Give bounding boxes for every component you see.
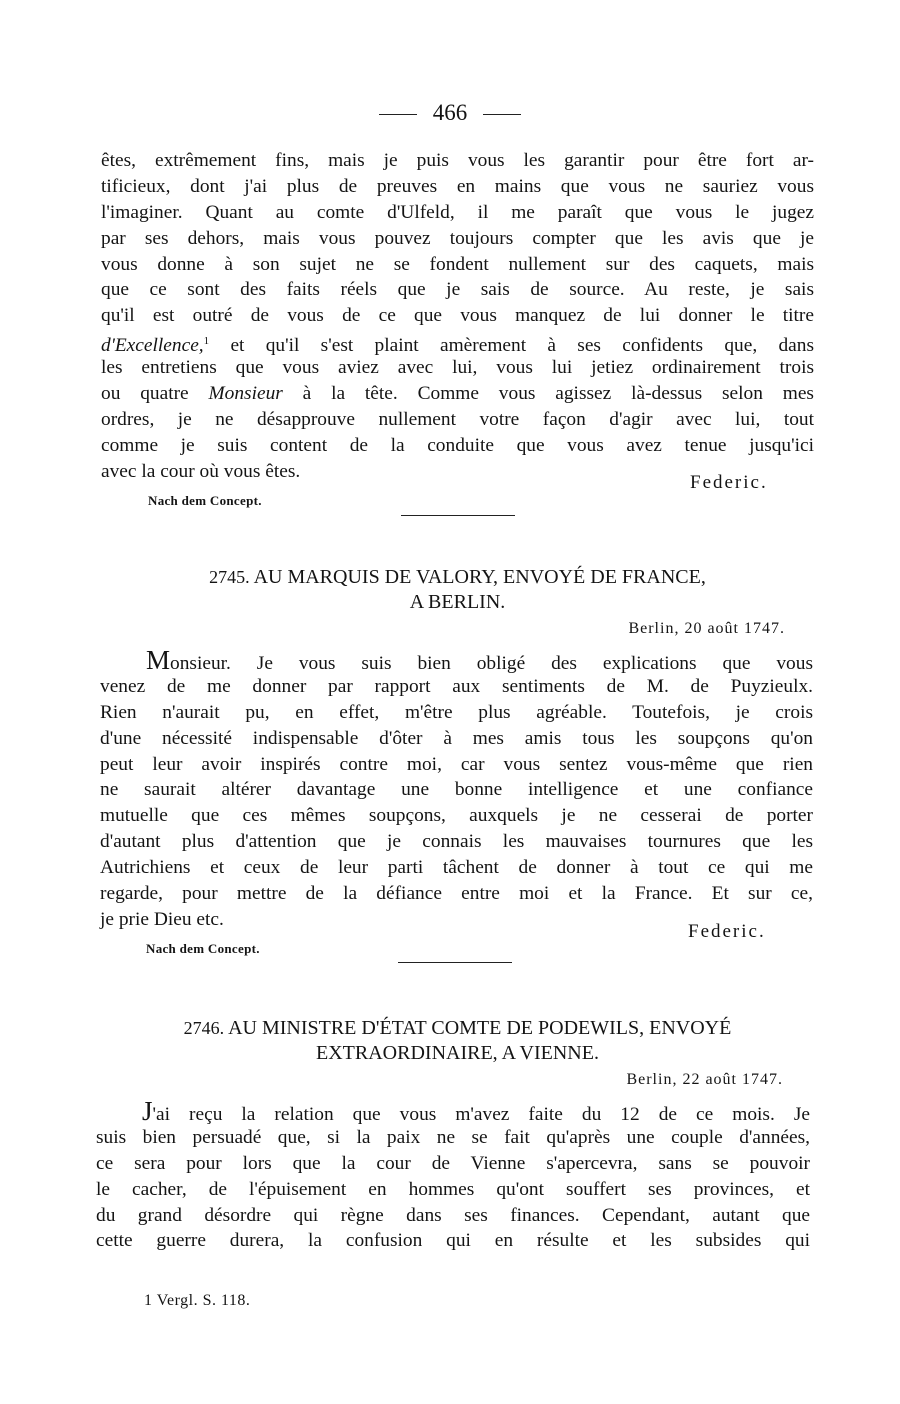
text-line [100,645,813,675]
signature-federic: Federic. [688,921,766,942]
drop-cap: M [146,645,171,675]
text-line: Autrichiens et ceux de leur parti tâchent de donner à tout ce qui me [100,857,813,879]
text-line: vous donne à son sujet ne se fondent nullement sur des caquets, mais [101,253,814,275]
header-dash-right [483,114,521,115]
italic-monsieur: Monsieur [208,383,283,405]
text-fragment: à la tête. Comme vous agissez là-dessus selon mes [302,383,814,405]
text-line: par ses dehors, mais vous pouvez toujours compter que les avis que je [101,227,814,249]
heading-line [101,565,814,590]
text-line [96,1096,810,1126]
text-line: êtes, extrêmement fins, mais je puis vous les garantir pour être fort ar- [101,150,814,171]
page-number: 466 [432,100,468,125]
drop-cap: J [142,1096,153,1126]
letter-number: 2746. [183,1018,225,1038]
text-line: le cacher, de l'épuisement en hommes qu'ont souffert ses provinces, et [96,1178,810,1200]
section-divider [398,962,512,963]
text-line: les entretiens que vous aviez avec lui, vous lui jetiez ordinairement trois [101,357,814,379]
text-line: cette guerre durera, la confusion qui en résulte et les subsides qui [96,1230,810,1252]
heading-text: AU MINISTRE D'ÉTAT COMTE DE PODEWILS, ENVOYÉ [228,1017,732,1039]
footnote-reference: 1 [203,335,210,348]
letter-2746-heading [101,1016,814,1066]
footnote [144,1292,250,1310]
letter-2746-text [96,1096,810,1254]
text-fragment: onsieur. Je vous suis bien obligé des explications que vous [170,653,813,674]
text-line: l'imaginer. Quant au comte d'Ulfeld, il me paraît que vous le jugez [101,201,814,223]
text-line: je prie Dieu etc. [100,908,224,930]
text-line: peut leur avoir inspirés contre moi, car vous sentez vous-même que rien [100,753,813,775]
footnote-mark: 1 [144,1292,153,1309]
italic-excellence: d'Excellence, [101,335,204,357]
text-line: que ce sont des faits réels que je sais de source. Au reste, je sais [101,279,814,301]
source-note: Nach dem Concept. [148,493,262,508]
letter-2746-dateline: Berlin, 22 août 1747. [626,1071,783,1088]
letter-2745-dateline: Berlin, 20 août 1747. [628,620,785,637]
source-note: Nach dem Concept. [146,941,260,956]
heading-line: A BERLIN. [409,591,506,613]
text-line: Rien n'aurait pu, en effet, m'être plus agréable. Toutefois, je crois [100,701,813,723]
continued-letter-text [101,148,814,485]
heading-text: AU MARQUIS DE VALORY, ENVOYÉ DE FRANCE, [253,566,706,588]
footnote-text: Vergl. S. 118. [156,1292,251,1309]
text-line [101,329,814,355]
section-divider [401,515,515,516]
text-line: ne saurait altérer davantage une bonne intelligence et une confiance [100,779,813,801]
text-fragment: 'ai reçu la relation que vous m'avez faite du 12 de ce mois. Je [152,1104,810,1125]
text-line: mutuelle que ces mêmes soupçons, auxquels je ne cesserai de porter [100,805,813,827]
page-header [0,100,900,126]
heading-line [101,1016,814,1041]
heading-line: EXTRAORDINAIRE, A VIENNE. [316,1042,599,1064]
text-line: suis bien persuadé que, si la paix ne se fait qu'après une couple d'années, [96,1126,810,1148]
letter-number: 2745. [209,567,250,587]
text-line [101,381,814,407]
signature-federic: Federic. [690,472,768,493]
header-dash-left [379,114,417,115]
text-line: d'une nécessité indispensable d'ôter à mes amis tous les soupçons qu'on [100,727,813,749]
letter-2745-heading [101,565,814,615]
text-line: ordres, je ne désapprouve nullement votre façon d'agir avec lui, tout [101,408,814,430]
text-line: venez de me donner par rapport aux sentiments de M. de Puyzieulx. [100,675,813,697]
text-line: qu'il est outré de vous de ce que vous manquez de lui donner le titre [101,305,814,327]
text-line: comme je suis content de la conduite que vous avez tenue jusqu'ici [101,434,814,456]
text-fragment: et qu'il s'est plaint amèrement à ses confidents que, dans [230,335,814,357]
text-line: regarde, pour mettre de la défiance entre moi et la France. Et sur ce, [100,883,813,905]
text-line: du grand désordre qui règne dans ses finances. Cependant, autant que [96,1204,810,1226]
letter-2745-text [100,645,813,933]
text-line: ce sera pour lors que la cour de Vienne s'apercevra, sans se pouvoir [96,1152,810,1174]
text-line: d'autant plus d'attention que je connais les mauvaises tournures que les [100,831,813,853]
text-fragment: ou quatre [101,383,189,405]
text-line: avec la cour où vous êtes. [101,460,301,482]
text-line: tificieux, dont j'ai plus de preuves en mains que vous ne sauriez vous [101,175,814,197]
